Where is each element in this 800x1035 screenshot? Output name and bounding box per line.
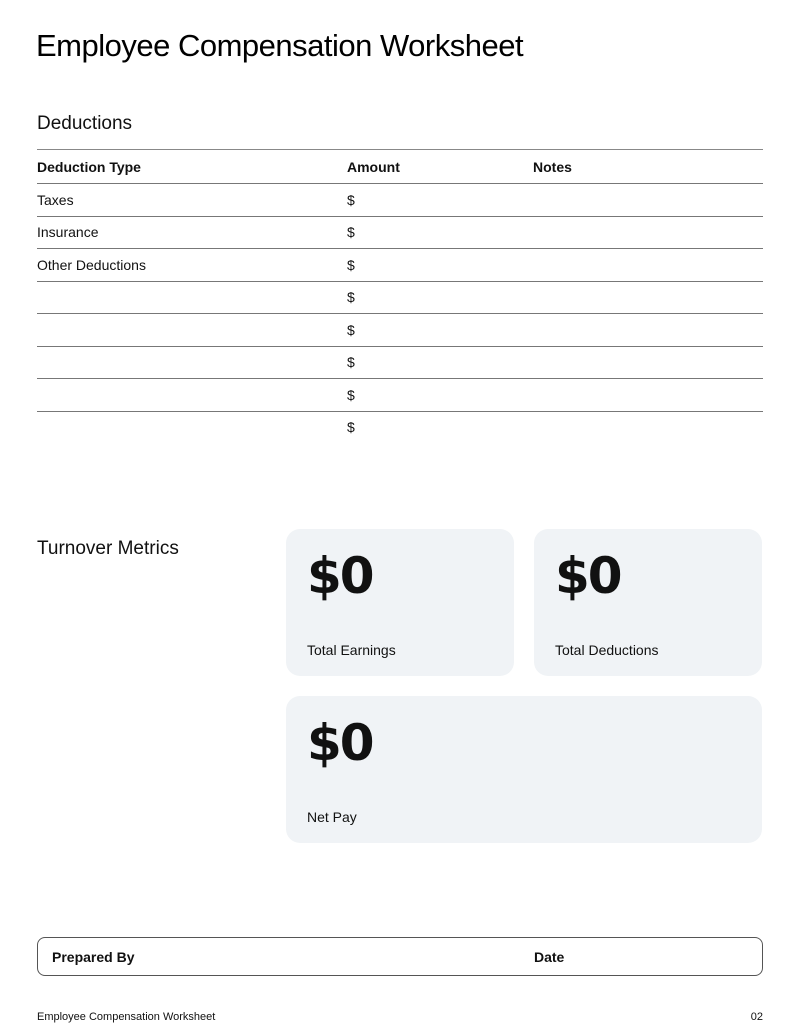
table-row xyxy=(37,249,763,282)
total-earnings-value: $0 xyxy=(307,547,373,605)
table-row xyxy=(37,184,763,217)
table-row xyxy=(37,412,763,444)
total-deductions-card xyxy=(534,529,762,676)
column-header-amount: Amount xyxy=(347,158,400,175)
amount-cell[interactable]: $ xyxy=(347,256,355,273)
total-deductions-label: Total Deductions xyxy=(555,642,659,658)
footer-doc-name: Employee Compensation Worksheet xyxy=(37,1011,216,1023)
total-earnings-label: Total Earnings xyxy=(307,642,396,658)
amount-cell[interactable]: $ xyxy=(347,419,355,436)
amount-cell[interactable]: $ xyxy=(347,289,355,306)
table-row xyxy=(37,314,763,347)
deductions-table xyxy=(37,149,763,443)
signoff-box xyxy=(37,937,763,976)
prepared-by-field[interactable]: Prepared By xyxy=(52,948,135,965)
table-row xyxy=(37,282,763,315)
date-field[interactable]: Date xyxy=(534,948,565,965)
net-pay-value: $0 xyxy=(307,714,373,772)
total-earnings-card xyxy=(286,529,514,676)
deduction-type-cell[interactable]: Other Deductions xyxy=(37,256,146,273)
turnover-metrics-heading: Turnover Metrics xyxy=(37,538,179,559)
net-pay-label: Net Pay xyxy=(307,809,357,825)
table-row xyxy=(37,347,763,380)
deduction-type-cell[interactable]: Taxes xyxy=(37,191,74,208)
net-pay-card xyxy=(286,696,762,843)
table-row xyxy=(37,379,763,412)
deductions-heading: Deductions xyxy=(37,113,133,134)
column-header-notes: Notes xyxy=(533,158,572,175)
page-title: Employee Compensation Worksheet xyxy=(36,28,524,63)
amount-cell[interactable]: $ xyxy=(347,321,355,338)
total-deductions-value: $0 xyxy=(555,547,621,605)
page-number: 02 xyxy=(750,1011,763,1023)
table-header-row xyxy=(37,150,763,184)
deduction-type-cell[interactable]: Insurance xyxy=(37,224,99,241)
amount-cell[interactable]: $ xyxy=(347,224,355,241)
amount-cell[interactable]: $ xyxy=(347,386,355,403)
amount-cell[interactable]: $ xyxy=(347,191,355,208)
amount-cell[interactable]: $ xyxy=(347,354,355,371)
column-header-type: Deduction Type xyxy=(37,158,141,175)
table-row xyxy=(37,217,763,250)
